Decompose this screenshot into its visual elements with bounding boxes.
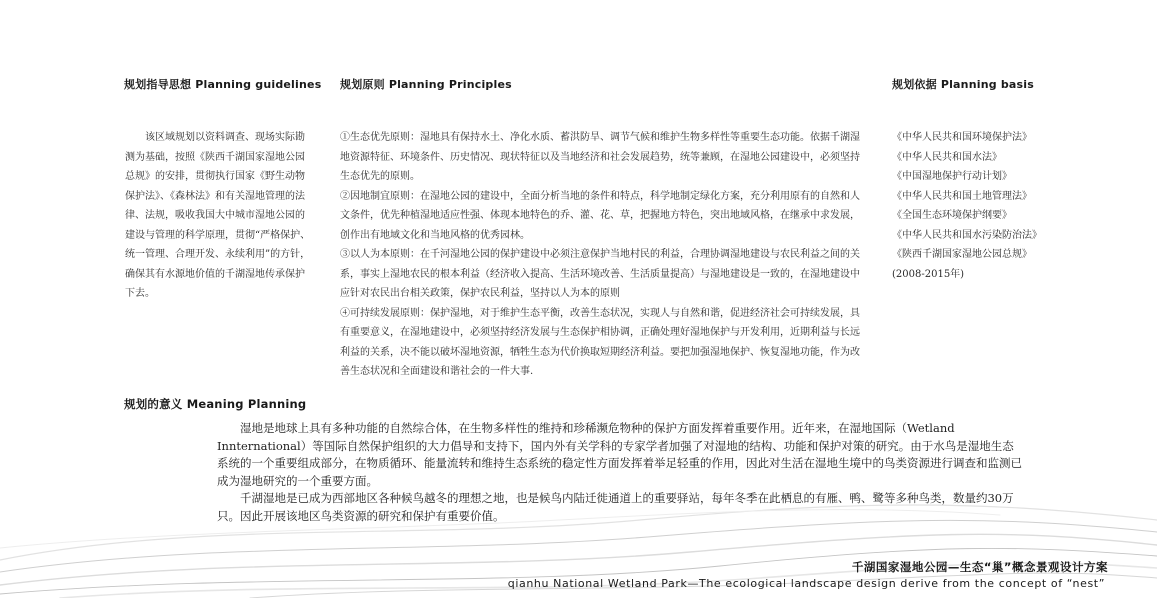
basis-item: 《中国湿地保护行动计划》 [892, 171, 1012, 182]
basis-item: 《中华人民共和国水法》 [892, 151, 1002, 163]
basis-heading: 规划依据 Planning basis [892, 78, 1035, 91]
footer-title-cn: 千湖国家湿地公园—生态“巢”概念景观设计方案 [851, 560, 1108, 574]
principles-heading: 规划原则 Planning Principles [340, 78, 512, 91]
basis-item: 《中华人民共和国土地管理法》 [892, 190, 1032, 202]
meaning-text [217, 420, 1023, 525]
meaning-paragraph: 湿地是地球上具有多种功能的自然综合体，在生物多样性的维持和珍稀濒危物种的保护方面发挥着重要作用。近年来，在湿地国际（Wetland Innternational）等国际自然保护组织的大力倡导和支持下，国内外有关学科的专家学者加强了对湿地的结构、功能和保护对策的研究。由于水鸟是湿地生态系统的一个重要组成部分，在物质循环、能量流转和维持生态系统的稳定性方面发挥着举足轻重的作用，因此对生活在湿地生境中的鸟类资源进行调查和监测已成为湿地研究的一个重要方面。 [217, 421, 1022, 488]
basis-item: 《中华人民共和国水污染防治法》 [892, 229, 1042, 241]
basis-item: 《全国生态环境保护纲要》 [892, 210, 1012, 221]
guidelines-text: 该区域规划以资料调查、现场实际勘测为基础，按照《陕西千湖国家湿地公园总规》的安排，贯彻执行国家《野生动物保护法》、《森林法》和有关湿地管理的法律、法规，吸收我国大中城市湿地公园的建设与管理的科学原理，贯彻“严格保护、统一管理、合理开发、永续利用”的方针，确保其有水源地价值的千湖湿地传承保护下去。 [125, 132, 311, 299]
principle-item: ①生态优先原则：湿地具有保持水土、净化水质、蓄洪防旱、调节气候和维护生物多样性等重要生态功能。依据千湖湿地资源特征、环境条件、历史情况、现状特征以及当地经济和社会发展趋势，统等兼顾，在湿地公园建设中，必须坚持生态优先的原则。 [340, 132, 860, 182]
basis-item: (2008-2015年) [892, 268, 965, 280]
meaning-heading: 规划的意义 Meaning Planning [124, 397, 307, 411]
meaning-paragraph: 千湖湿地是已成为西部地区各种候鸟越冬的理想之地，也是候鸟内陆迁徙通道上的重要驿站，每年冬季在此栖息的有雁、鸭、鹭等多种鸟类，数量约30万只。因此开展该地区鸟类资源的研究和保护有重要价值。 [217, 491, 1014, 523]
guidelines-heading: 规划指导思想 Planning guidelines [124, 78, 322, 91]
principle-item: ③以人为本原则：在千河湿地公园的保护建设中必须注意保护当地村民的利益，合理协调湿地建设与农民利益之间的关系，事实上湿地农民的根本利益（经济收入提高、生活环境改善、生活质量提高）与湿地建设是一致的，在湿地建设中应针对农民出台相关政策，保护农民利益，坚持以人为本的原则 [340, 249, 860, 299]
principle-item: ②因地制宜原则：在湿地公园的建设中，全面分析当地的条件和特点，科学地制定绿化方案，充分利用原有的自然和人文条件，优先种植湿地适应性强、体现本地特色的乔、灌、花、草，把握地方特色，突出地域风格，在继承中求发展，创作出有地域文化和当地风格的优秀园林。 [340, 190, 860, 241]
basis-list [892, 128, 1102, 284]
principle-item: ④可持续发展原则：保护湿地，对于维护生态平衡，改善生态状况，实现人与自然和谐，促进经济社会可持续发展，具有重要意义，在湿地建设中，必须坚持经济发展与生态保护相协调，正确处理好湿地保护与开发利用，近期利益与长远利益的关系，决不能以破坏湿地资源，牺牲生态为代价换取短期经济利益。要把加强湿地保护、恢复湿地功能，作为改善生态状况和全面建设和谐社会的一件大事. [340, 307, 860, 377]
footer-title-en: qianhu National Wetland Park—The ecological landscape design derive from the concept of “nest” [507, 577, 1105, 590]
basis-item: 《中华人民共和国环境保护法》 [892, 132, 1032, 143]
principles-list [340, 128, 865, 382]
basis-item: 《陕西千湖国家湿地公园总规》 [892, 249, 1032, 260]
